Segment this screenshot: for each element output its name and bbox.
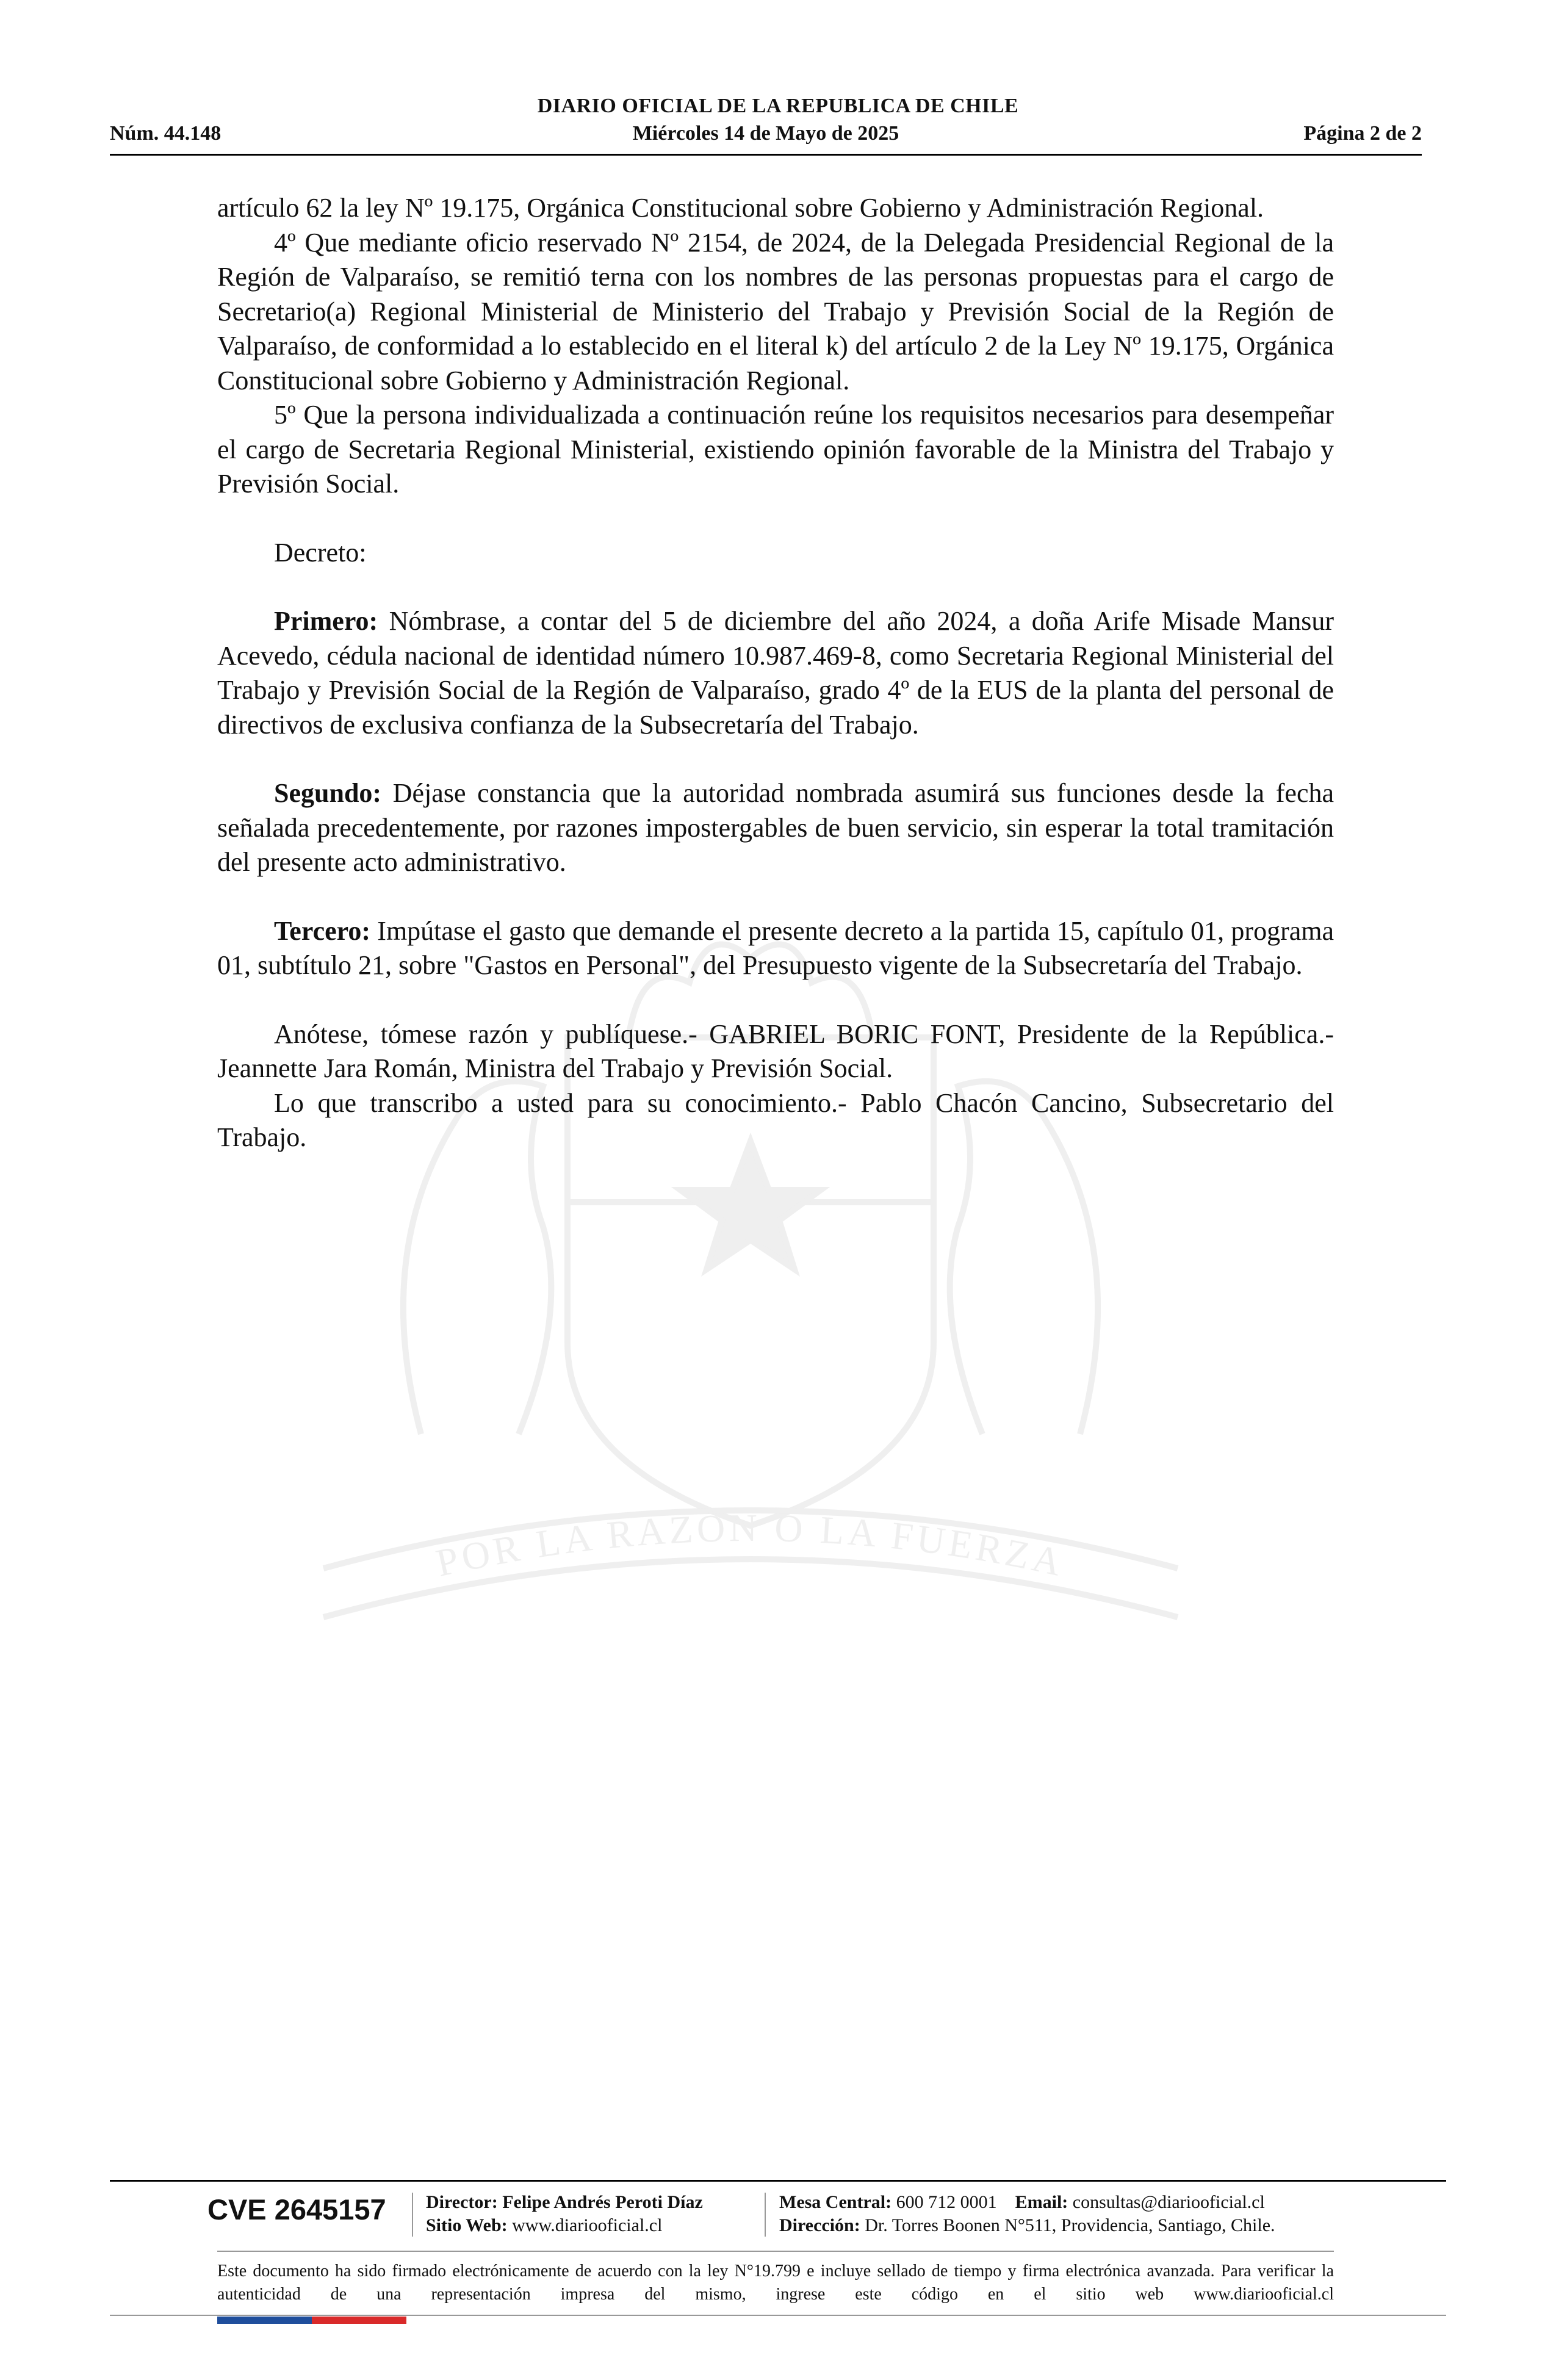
article-label: Primero: xyxy=(274,606,378,636)
closing-signatures: Anótese, tómese razón y publíquese.- GABRIEL BORIC FONT, Presidente de la República.- Jeannette Jara Román, Ministra del Trabajo y Previsión Social. xyxy=(217,1019,1334,1083)
email-link[interactable]: consultas@diariooficial.cl xyxy=(1072,2192,1265,2212)
document-body xyxy=(217,191,1334,1155)
transcription-note: Lo que transcribo a usted para su conocimiento.- Pablo Chacón Cancino, Subsecretario del Trabajo. xyxy=(217,1087,1334,1152)
phone-number: 600 712 0001 xyxy=(896,2192,997,2212)
article-text: Nómbrase, a contar del 5 de diciembre del año 2024, a doña Arife Misade Mansur Acevedo, cédula nacional de identidad número 10.987.469-8, como Secretaria Regional Ministerial del Trabajo y Previsión Social de la Región de Valparaíso, grado 4º de la EUS de la planta del personal de directivos de exclusiva confianza de la Subsecretaría del Trabajo. xyxy=(217,606,1334,740)
header-divider xyxy=(110,154,1422,156)
phone-label: Mesa Central: xyxy=(779,2192,892,2212)
footer-website xyxy=(426,2215,662,2236)
cve-code: CVE 2645157 xyxy=(207,2193,386,2226)
footer-divider-top xyxy=(110,2180,1446,2182)
director-label: Director: xyxy=(426,2192,498,2212)
flag-stripe-red xyxy=(312,2317,406,2324)
footer-separator xyxy=(412,2193,413,2237)
article-text: Déjase constancia que la autoridad nombrada asumirá sus funciones desde la fecha señalada precedentemente, por razones impostergables de buen servicio, sin esperar la total tramitación del presente acto administrativo. xyxy=(217,778,1334,877)
publication-title: DIARIO OFICIAL DE LA REPUBLICA DE CHILE xyxy=(537,95,1019,117)
decreto-heading: Decreto: xyxy=(274,537,367,568)
article-tercero xyxy=(217,914,1334,983)
paragraph-continuation: artículo 62 la ley Nº 19.175, Orgánica Constitucional sobre Gobierno y Administración Regional. xyxy=(217,193,1264,223)
address-label: Dirección: xyxy=(779,2215,860,2235)
footer-contact xyxy=(779,2192,1265,2213)
address-text: Dr. Torres Boonen N°511, Providencia, Santiago, Chile. xyxy=(865,2215,1275,2235)
footer-director xyxy=(426,2192,703,2213)
website-label: Sitio Web: xyxy=(426,2215,508,2235)
website-link[interactable]: www.diariooficial.cl xyxy=(512,2215,663,2235)
flag-stripe-blue xyxy=(217,2317,312,2324)
issue-number: Núm. 44.148 xyxy=(110,122,222,145)
motto-text: POR LA RAZÓN O LA FUERZA xyxy=(432,1506,1069,1585)
article-primero xyxy=(217,604,1334,742)
footer-separator xyxy=(765,2193,766,2237)
article-label: Tercero: xyxy=(274,915,371,946)
page-indicator: Página 2 de 2 xyxy=(1303,122,1422,145)
issue-date: Miércoles 14 de Mayo de 2025 xyxy=(632,122,899,145)
director-name: Felipe Andrés Peroti Díaz xyxy=(502,2192,703,2212)
footer-divider-mid xyxy=(217,2251,1334,2252)
article-text: Impútase el gasto que demande el presente decreto a la partida 15, capítulo 01, programa 01, subtítulo 21, sobre "Gastos en Personal", del Presupuesto vigente de la Subsecretaría del Trabajo. xyxy=(217,915,1334,980)
footer-divider-bottom xyxy=(110,2315,1446,2316)
email-label: Email: xyxy=(1015,2192,1068,2212)
header-row xyxy=(110,122,1422,150)
paragraph-considerando-5: 5º Que la persona individualizada a continuación reúne los requisitos necesarios para desempeñar el cargo de Secretaria Regional Ministerial, existiendo opinión favorable de la Ministra del Trabajo y Previsión Social. xyxy=(217,400,1334,499)
legal-notice: Este documento ha sido firmado electrónicamente de acuerdo con la ley N°19.799 e incluye sellado de tiempo y firma electrónica avanzada. Para verificar la autenticidad de una representación impresa del mismo, ingrese este código en el sitio web www.diariooficial.cl xyxy=(217,2262,1334,2304)
footer-address xyxy=(779,2215,1275,2236)
article-segundo xyxy=(217,776,1334,880)
paragraph-considerando-4: 4º Que mediante oficio reservado Nº 2154, de 2024, de la Delegada Presidencial Regional de la Región de Valparaíso, se remitió terna con los nombres de las personas propuestas para el cargo de Secretario(a) Regional Ministerial de Ministerio del Trabajo y Previsión Social de la Región de Valparaíso, de conformidad a lo establecido en el literal k) del artículo 2 de la Ley Nº 19.175, Orgánica Constitucional sobre Gobierno y Administración Regional. xyxy=(217,227,1334,395)
article-label: Segundo: xyxy=(274,778,382,808)
